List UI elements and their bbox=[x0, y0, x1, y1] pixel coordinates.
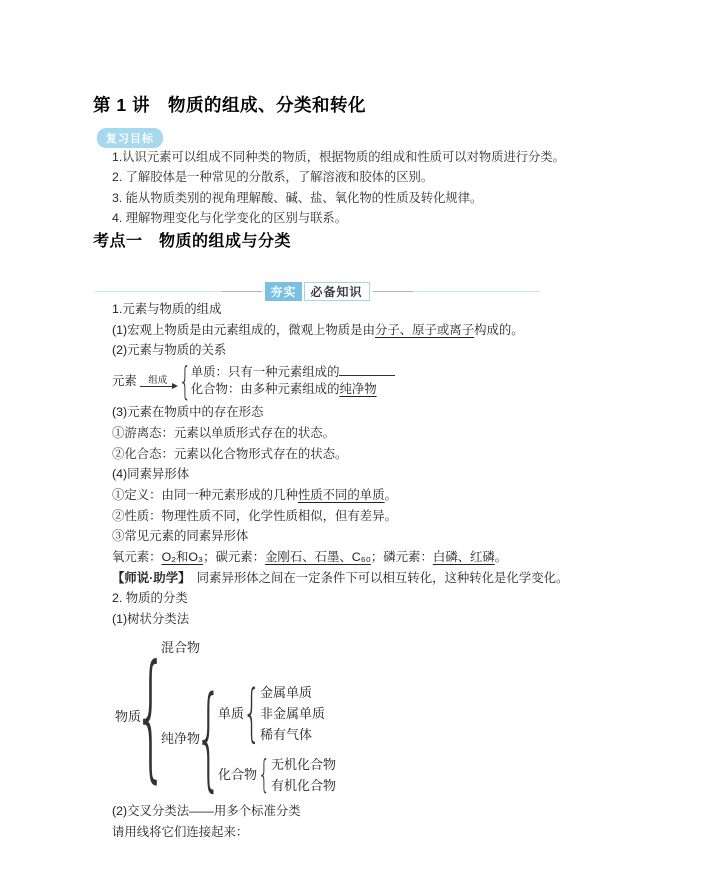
para-combined-state: ②化合态：元素以化合物形式存在的状态。 bbox=[112, 446, 348, 461]
para-macro-micro: (1)宏观上物质是由元素组成的，微观上物质是由分子、原子或离子构成的。 bbox=[112, 322, 524, 337]
section-divider bbox=[95, 284, 540, 299]
brace-icon bbox=[179, 371, 191, 392]
para-free-state: ①游离态：元素以单质形式存在的状态。 bbox=[112, 425, 336, 440]
heading-element-composition: 1.元素与物质的组成 bbox=[112, 302, 222, 316]
teacher-note-tag: 【师说·助学】 bbox=[112, 570, 185, 585]
divider-tag: 夯实 bbox=[265, 282, 301, 301]
review-objectives bbox=[112, 147, 632, 229]
divider-line-right bbox=[413, 291, 540, 292]
para-cross-method: (2)交叉分类法——用多个标准分类 bbox=[112, 803, 301, 818]
brace-icon bbox=[258, 764, 270, 785]
answer-underlined: 性质不同的单质 bbox=[297, 487, 385, 502]
para-common-allotropes: ③常见元素的同素异形体 bbox=[112, 529, 249, 544]
tree-node-noble-gas: 稀有气体 bbox=[260, 726, 313, 742]
answer-underlined: O₂和O₃ bbox=[161, 550, 204, 565]
element-composition-diagram bbox=[112, 364, 624, 398]
divider-label: 必备知识 bbox=[304, 282, 370, 301]
topic-heading: 考点一 物质的组成与分类 bbox=[93, 233, 292, 250]
divider-dash-left bbox=[222, 291, 262, 292]
brace-icon bbox=[245, 703, 259, 724]
objective-item: 3. 能从物质类别的视角理解酸、碱、盐、氧化物的性质及转化规律。 bbox=[112, 190, 483, 205]
objective-item: 4. 理解物理变化与化学变化的区别与联系。 bbox=[112, 211, 348, 226]
divider-line-left bbox=[95, 291, 222, 292]
brace-icon bbox=[142, 706, 160, 727]
para-tree-method: (1)树状分类法 bbox=[112, 612, 190, 627]
para-element-relation: (2)元素与物质的关系 bbox=[112, 343, 227, 358]
tree-node-organic: 有机化合物 bbox=[271, 777, 337, 793]
diagram-line-huahewu: 化合物：由多种元素组成的纯净物 bbox=[190, 382, 377, 397]
tree-node-root: 物质 bbox=[115, 708, 142, 724]
tree-node-mixture: 混合物 bbox=[161, 639, 201, 655]
tree-node-inorganic: 无机化合物 bbox=[271, 756, 337, 772]
tree-classification-diagram bbox=[114, 637, 624, 796]
diagram-subject: 元素 bbox=[112, 373, 137, 388]
answer-underlined: 纯净物 bbox=[339, 382, 377, 397]
objective-item: 1.认识元素可以组成不同种类的物质，根据物质的组成和性质可以对物质进行分类。 bbox=[112, 150, 565, 164]
answer-underlined: 白磷、红磷 bbox=[432, 550, 495, 565]
tree-node-metal: 金属单质 bbox=[260, 684, 313, 700]
answer-underlined: 金刚石、石墨、C₆₀ bbox=[265, 550, 371, 565]
review-goals-badge: 复习目标 bbox=[97, 128, 163, 148]
para-allotrope-property: ②性质：物理性质不同，化学性质相似，但有差异。 bbox=[112, 508, 397, 523]
brace-icon bbox=[201, 728, 217, 749]
arrow-label: 组成 bbox=[148, 374, 168, 386]
composition-arrow bbox=[140, 376, 176, 387]
para-allotrope-examples: 氧元素：O₂和O₃；碳元素：金刚石、石墨、C₆₀；磷元素：白磷、红磷。 bbox=[112, 550, 508, 565]
para-allotrope-definition: ①定义：由同一种元素形成的几种性质不同的单质。 bbox=[112, 487, 397, 502]
heading-classification: 2. 物质的分类 bbox=[112, 591, 188, 606]
answer-blank bbox=[339, 364, 395, 376]
answer-underlined: 分子、原子或离子 bbox=[374, 322, 475, 337]
teacher-note: 【师说·助学】 同素异形体之间在一定条件下可以相互转化，这种转化是化学变化。 bbox=[112, 570, 569, 585]
heading-allotrope: (4)同素异形体 bbox=[112, 467, 190, 482]
objective-item: 2. 了解胶体是一种常见的分散系，了解溶液和胶体的区别。 bbox=[112, 170, 434, 185]
tree-node-compound: 化合物 bbox=[218, 767, 258, 783]
divider-dash-right bbox=[373, 291, 413, 292]
lesson-title: 第 1 讲 物质的组成、分类和转化 bbox=[93, 95, 366, 115]
tree-node-element: 单质 bbox=[218, 705, 245, 721]
tree-node-nonmetal: 非金属单质 bbox=[260, 705, 326, 721]
para-existence-forms: (3)元素在物质中的存在形态 bbox=[112, 405, 264, 420]
tree-node-pure: 纯净物 bbox=[161, 731, 201, 747]
arrow-line-icon bbox=[140, 386, 176, 387]
knowledge-content bbox=[112, 299, 624, 842]
para-connect-prompt: 请用线将它们连接起来： bbox=[112, 824, 249, 839]
diagram-line-danzhi: 单质：只有一种元素组成的 bbox=[191, 364, 396, 381]
